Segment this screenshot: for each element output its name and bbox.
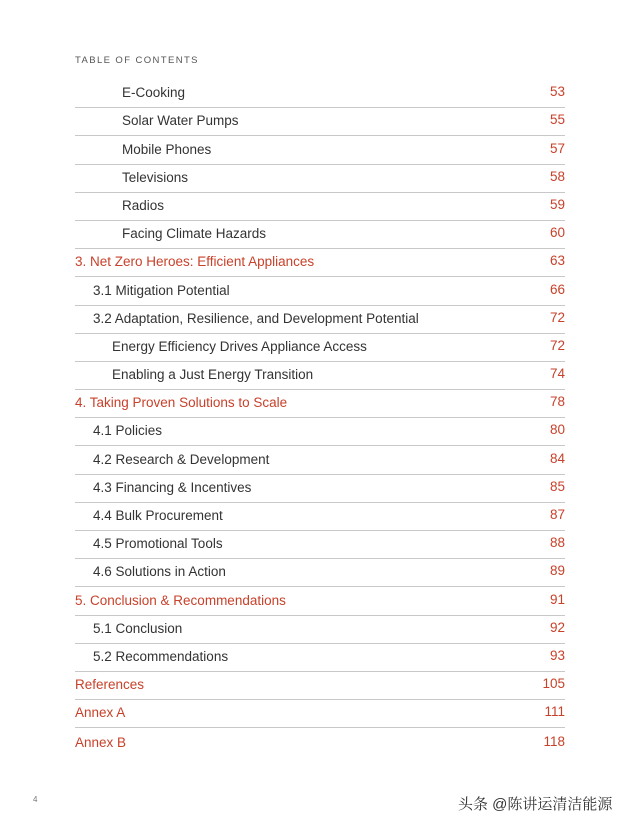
toc-entry[interactable] (75, 390, 565, 418)
toc-entry[interactable] (75, 221, 565, 249)
toc-entry-label: 5.2 Recommendations (93, 648, 229, 664)
page-number: 4 (33, 795, 38, 804)
toc-entry-label: 4.5 Promotional Tools (93, 536, 223, 552)
toc-entry-label: E-Cooking (122, 85, 186, 101)
toc-entry[interactable] (75, 334, 565, 362)
toc-list (75, 80, 565, 757)
toc-entry-indent (93, 310, 419, 328)
toc-entry[interactable] (75, 193, 565, 221)
toc-entry-page: 93 (549, 647, 565, 663)
toc-entry-page: 91 (549, 591, 565, 607)
toc-entry-indent (75, 676, 144, 694)
toc-entry[interactable] (75, 277, 565, 305)
toc-entry-page: 80 (549, 422, 565, 438)
toc-entry-indent (122, 84, 185, 102)
toc-entry-indent (122, 197, 164, 215)
toc-entry-page: 111 (544, 704, 565, 720)
toc-entry-page: 72 (549, 309, 565, 325)
toc-entry-indent (93, 479, 251, 497)
toc-entry-indent (93, 648, 228, 666)
toc-entry-indent (122, 141, 211, 159)
toc-entry-label: Energy Efficiency Drives Appliance Access (112, 338, 367, 354)
toc-entry[interactable] (75, 531, 565, 559)
toc-entry-label: 4.4 Bulk Procurement (93, 508, 223, 523)
toc-entry-label: Annex A (75, 705, 126, 721)
toc-entry-indent (75, 734, 126, 752)
toc-entry[interactable] (75, 306, 565, 334)
toc-entry-page: 78 (549, 394, 565, 410)
toc-entry-page: 118 (543, 733, 565, 749)
toc-entry-label: 4.6 Solutions in Action (93, 564, 226, 580)
toc-entry[interactable] (75, 728, 565, 756)
toc-entry[interactable] (75, 249, 565, 277)
toc-entry-label: Enabling a Just Energy Transition (112, 367, 314, 383)
toc-entry-indent (93, 282, 230, 300)
toc-entry-label: 3.2 Adaptation, Resilience, and Development Potential (93, 310, 419, 326)
toc-entry-label: Radios (122, 197, 165, 213)
toc-entry-indent (93, 620, 182, 638)
toc-entry[interactable] (75, 80, 565, 108)
toc-entry-page: 89 (549, 563, 565, 579)
watermark: 头条 @陈讲运清洁能源 (458, 796, 613, 813)
toc-entry-page: 58 (549, 168, 565, 184)
toc-entry[interactable] (75, 559, 565, 587)
toc-entry-page: 105 (542, 676, 565, 692)
toc-entry-indent (112, 366, 313, 384)
toc-entry[interactable] (75, 616, 565, 644)
toc-entry-page: 84 (549, 450, 565, 466)
toc-entry-label: Solar Water Pumps (122, 113, 239, 129)
toc-entry-page: 72 (549, 337, 565, 353)
toc-entry-indent (75, 592, 286, 610)
toc-entry-label: 4.1 Policies (93, 423, 163, 439)
toc-entry-page: 85 (549, 478, 565, 494)
toc-entry[interactable] (75, 644, 565, 672)
toc-entry-label: Facing Climate Hazards (122, 226, 267, 242)
toc-entry-page: 60 (549, 225, 565, 241)
toc-entry-page: 59 (549, 196, 565, 212)
toc-entry[interactable] (75, 672, 565, 700)
toc-entry-indent (75, 704, 125, 722)
toc-entry-label: Televisions (122, 169, 189, 185)
toc-entry-label: 3.1 Mitigation Potential (93, 282, 230, 298)
toc-entry[interactable] (75, 587, 565, 615)
toc-entry-label: Annex B (75, 734, 127, 750)
toc-entry[interactable] (75, 362, 565, 390)
toc-entry-page: 55 (549, 112, 565, 128)
toc-entry-label: 4. Taking Proven Solutions to Scale (75, 395, 288, 411)
toc-entry-label: 4.2 Research & Development (93, 451, 270, 467)
toc-entry-page: 92 (549, 619, 565, 635)
toc-entry-page: 53 (549, 84, 565, 100)
toc-entry[interactable] (75, 108, 565, 136)
toc-heading: TABLE OF CONTENTS (75, 55, 199, 66)
toc-entry[interactable] (75, 475, 565, 503)
toc-entry[interactable] (75, 700, 565, 728)
toc-entry-page: 63 (549, 253, 565, 269)
toc-entry-label: 4.3 Financing & Incentives (93, 479, 252, 495)
toc-entry-indent (122, 112, 239, 130)
toc-entry[interactable] (75, 446, 565, 474)
toc-entry-indent (93, 422, 162, 440)
toc-entry-page: 66 (549, 281, 565, 297)
toc-entry[interactable] (75, 136, 565, 164)
toc-entry-indent (93, 535, 223, 553)
toc-entry-page: 87 (549, 507, 565, 522)
toc-entry-indent (93, 563, 226, 581)
toc-entry-label: 3. Net Zero Heroes: Efficient Appliances (75, 254, 315, 270)
toc-entry-label: Mobile Phones (122, 141, 212, 157)
toc-entry[interactable] (75, 165, 565, 193)
toc-entry-indent (122, 225, 266, 243)
toc-entry[interactable] (75, 503, 565, 531)
toc-entry-indent (75, 394, 287, 412)
toc-entry-page: 57 (549, 140, 565, 156)
toc-entry-label: 5.1 Conclusion (93, 620, 183, 636)
toc-entry[interactable] (75, 418, 565, 446)
toc-entry-indent (93, 451, 269, 469)
toc-entry-indent (112, 338, 367, 356)
toc-entry-label: References (75, 677, 145, 693)
toc-entry-indent (93, 507, 223, 525)
toc-entry-indent (122, 169, 188, 187)
toc-entry-page: 74 (549, 366, 565, 382)
toc-entry-label: 5. Conclusion & Recommendations (75, 592, 286, 608)
toc-entry-indent (75, 253, 314, 271)
toc-entry-page: 88 (549, 535, 565, 551)
